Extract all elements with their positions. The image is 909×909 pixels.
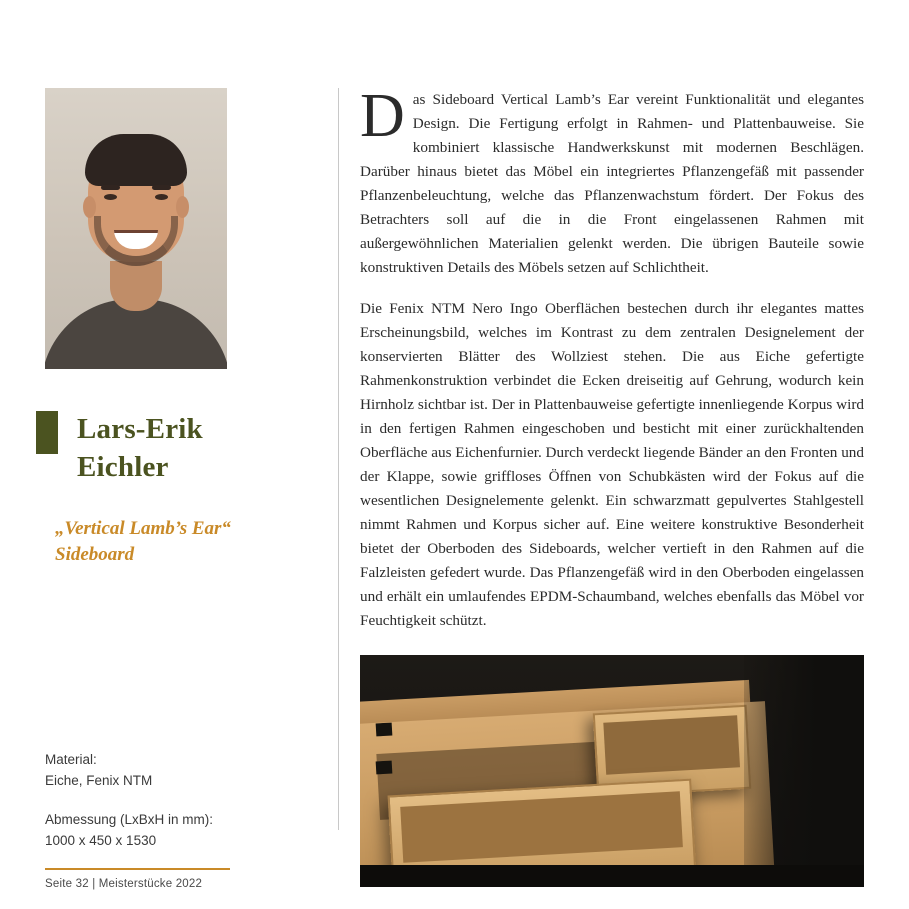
portrait-eye-left <box>104 194 117 200</box>
spec-label: Abmessung (LxBxH in mm): <box>45 811 214 827</box>
portrait-neck <box>110 261 162 311</box>
project-title-line2: Sideboard <box>55 544 135 566</box>
author-name-block <box>45 411 300 568</box>
drop-cap: D <box>360 82 405 150</box>
column-divider <box>338 88 339 830</box>
photo-hinge-upper <box>376 723 393 737</box>
accent-bar <box>36 411 58 454</box>
article-paragraph-2: Die Fenix NTM Nero Ingo Oberflächen bestechen durch ihr elegantes mattes Erscheinungsbild, welches im Kontrast zu dem zentralen Designelement der konservierten Blätter des Wollziest stehen. Die aus Eiche gefertigte Rahmenkonstruktion verbindet die Ecken dreiseitig auf Gehrung, wodurch kein Hirnholz sichtbar ist. Der in Plattenbauweise gefertigte innenliegende Korpus wird in den fertigen Rahmen eingeschoben und besticht mit einer zurückhaltenden Oberfläche aus Eichenfurnier. Durch verdeckt liegende Bänder an den Fronten und der Klappe, sowie griffloses Öffnen von Schubkästen wird der Fokus auf die wesentlichen Designelemente gelenkt. Ein schwarzmatt gepulvertes Stahlgestell nimmt Rahmen und Korpus sicher auf. Eine weitere konstruktive Besonderheit bietet der Oberboden des Sideboards, welcher vertieft in den Rahmen auf die Falzleisten gefedert wurde. Das Pflanzengefäß wird in den Oberboden eingelassen und erhält ein umlaufendes EPDM-Schaumband, welches ebenfalls das Möbel vor Feuchtigkeit schützt. <box>360 300 864 630</box>
page-footer <box>45 868 230 890</box>
spec-item-dimensions <box>45 810 285 852</box>
sideboard-detail-photo <box>360 655 864 887</box>
portrait-photo <box>45 88 227 369</box>
spec-list <box>45 750 285 852</box>
portrait-brow-right <box>152 185 171 190</box>
right-column <box>360 82 864 887</box>
photo-hinge-lower <box>376 761 393 775</box>
article-paragraph-1-wrapper <box>360 82 864 280</box>
spec-value: 1000 x 450 x 1530 <box>45 832 157 848</box>
photo-floor <box>360 865 864 887</box>
article-paragraph-1: as Sideboard Vertical Lamb’s Ear vereint Funktionalität und elegantes Design. Die Fertigung erfolgt in Rahmen- und Plattenbauweise. Sie kombiniert klassische Handwerkskunst mit modernen Beschlägen. Darüber hinaus bietet das Möbel ein integriertes Pflanzengefäß mit passender Pflanzenbeleuchtung, welche das Pflanzenwachstum fördert. Der Fokus des Betrachters soll auf die in die Front eingelassenen Rahmen mit außergewöhnlichen Materialien gelenkt werden. Die übrigen Bauteile sowie konstruktiven Details des Möbels setzen auf Schlichtheit. <box>360 91 864 277</box>
photo-right-shadow <box>744 655 864 887</box>
portrait-brow-left <box>101 185 120 190</box>
footer-label: Seite 32 | Meisterstücke 2022 <box>45 878 203 890</box>
portrait-ear-left <box>83 196 96 218</box>
project-title <box>55 516 300 567</box>
author-name <box>55 411 300 486</box>
spec-item-material <box>45 750 285 792</box>
author-name-line1: Lars-Erik <box>77 413 203 445</box>
spec-value: Eiche, Fenix NTM <box>45 772 153 788</box>
left-column <box>45 88 300 890</box>
spec-label: Material: <box>45 752 97 767</box>
footer-divider <box>45 868 230 870</box>
photo-drawer-upper-interior <box>603 716 740 775</box>
project-title-line1: „Vertical Lamb’s Ear“ <box>55 518 231 540</box>
photo-drawer-lower-interior <box>400 792 683 864</box>
portrait-eye-right <box>155 194 168 200</box>
portrait-hair <box>85 134 187 186</box>
portrait-ear-right <box>176 196 189 218</box>
author-name-line2: Eichler <box>77 450 169 483</box>
